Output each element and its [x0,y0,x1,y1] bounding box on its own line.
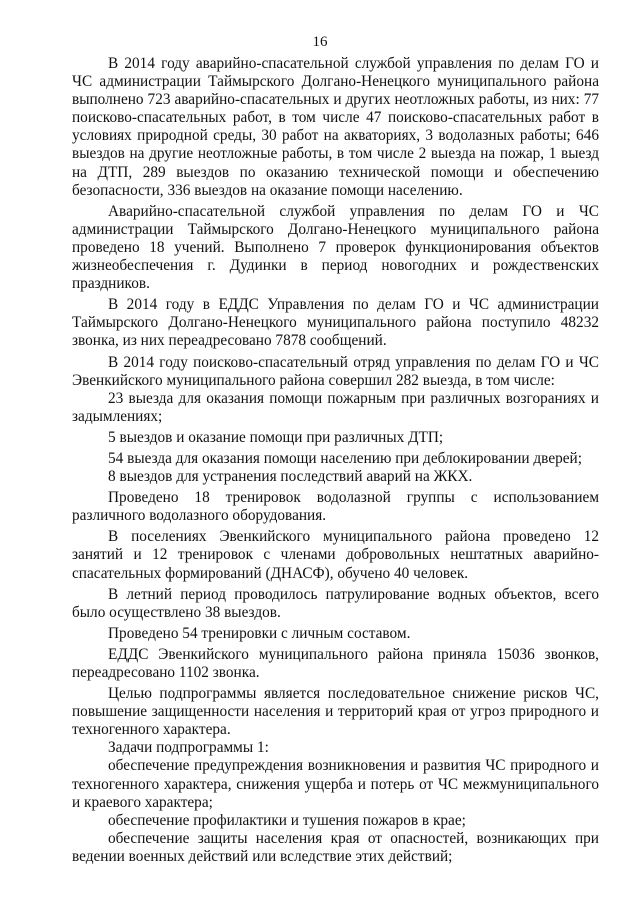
paragraph-subprogram-goal: Целью подпрограммы является последовательное снижение рисков ЧС, повышение защищенности населения и территорий края от угроз природного и техногенного характера. [72,685,599,739]
document-body [72,55,599,866]
list-item-fire-assistance: 23 выезда для оказания помощи пожарным при различных возгораниях и задымлениях; [72,389,599,425]
list-item-utility-accidents: 8 выездов для устранения последствий аварий на ЖКХ. [108,468,473,486]
paragraph-emergency-service-works: В 2014 году аварийно-спасательной службой управления по делам ГО и ЧС администрации Таймырского Долгано-Ненецкого муниципального района выполнено 723 аварийно-спасательных и других неотложных работы, из них: 77 поисково-спасательных работ, в том числе 47 поисково-спасательных работ в условиях природной среды, 30 работ на акваториях, 3 водолазных работы; 646 выездов на другие неотложные работы, в том числе 2 выезда на пожар, 1 выезд на ДТП, 289 выездов по оказанию технической помощи и обеспечению безопасности, 336 выездов на оказание помощи населению. [72,55,599,199]
list-item-door-unblocking: 54 выезда для оказания помощи населению при деблокировании дверей; [108,449,582,467]
list-item-road-accidents: 5 выездов и оказание помощи при различных ДТП; [108,428,444,446]
task-item-population-protection: обеспечение защиты населения края от опасностей, возникающих при ведении военных действий или вследствие этих действий; [72,829,599,865]
paragraph-diving-trainings: Проведено 18 тренировок водолазной группы с использованием различного водолазного оборудования. [72,489,599,525]
paragraph-search-rescue-evenki: В 2014 году поисково-спасательный отряд управления по делам ГО и ЧС Эвенкийского муниципального района совершил 282 выезда, в том числе: [72,353,599,389]
paragraph-volunteer-formations: В поселениях Эвенкийского муниципального района проведено 12 занятий и 12 тренировок с членами добровольных нештатных аварийно-спасательных формирований (ДНАСФ), обучено 40 человек. [72,528,599,582]
paragraph-edds-calls-taimyr: В 2014 году в ЕДДС Управления по делам ГО и ЧС администрации Таймырского Долгано-Ненецкого муниципального района поступило 48232 звонка, из них переадресовано 7878 сообщений. [72,296,599,350]
paragraph-exercises-inspections: Аварийно-спасательной службой управления по делам ГО и ЧС администрации Таймырского Долгано-Ненецкого муниципального района проведено 18 учений. Выполнено 7 проверок функционирования объектов жизнеобеспечения г. Дудинки в период новогодних и рождественских праздников. [72,202,599,293]
paragraph-edds-calls-evenki: ЕДДС Эвенкийского муниципального района приняла 15036 звонков, переадресовано 1102 звонка. [72,645,599,681]
paragraph-staff-trainings: Проведено 54 тренировки с личным составом. [108,624,411,642]
paragraph-subprogram-tasks-heading: Задачи подпрограммы 1: [108,739,269,757]
page-number: 16 [312,34,328,50]
task-item-prevention: обеспечение предупреждения возникновения и развития ЧС природного и техногенного характера, снижения ущерба и потерь от ЧС межмуниципального и краевого характера; [72,757,599,811]
task-item-fire-prevention: обеспечение профилактики и тушения пожаров в крае; [108,811,466,829]
paragraph-water-patrols: В летний период проводилось патрулирование водных объектов, всего было осуществлено 38 выездов. [72,585,599,621]
